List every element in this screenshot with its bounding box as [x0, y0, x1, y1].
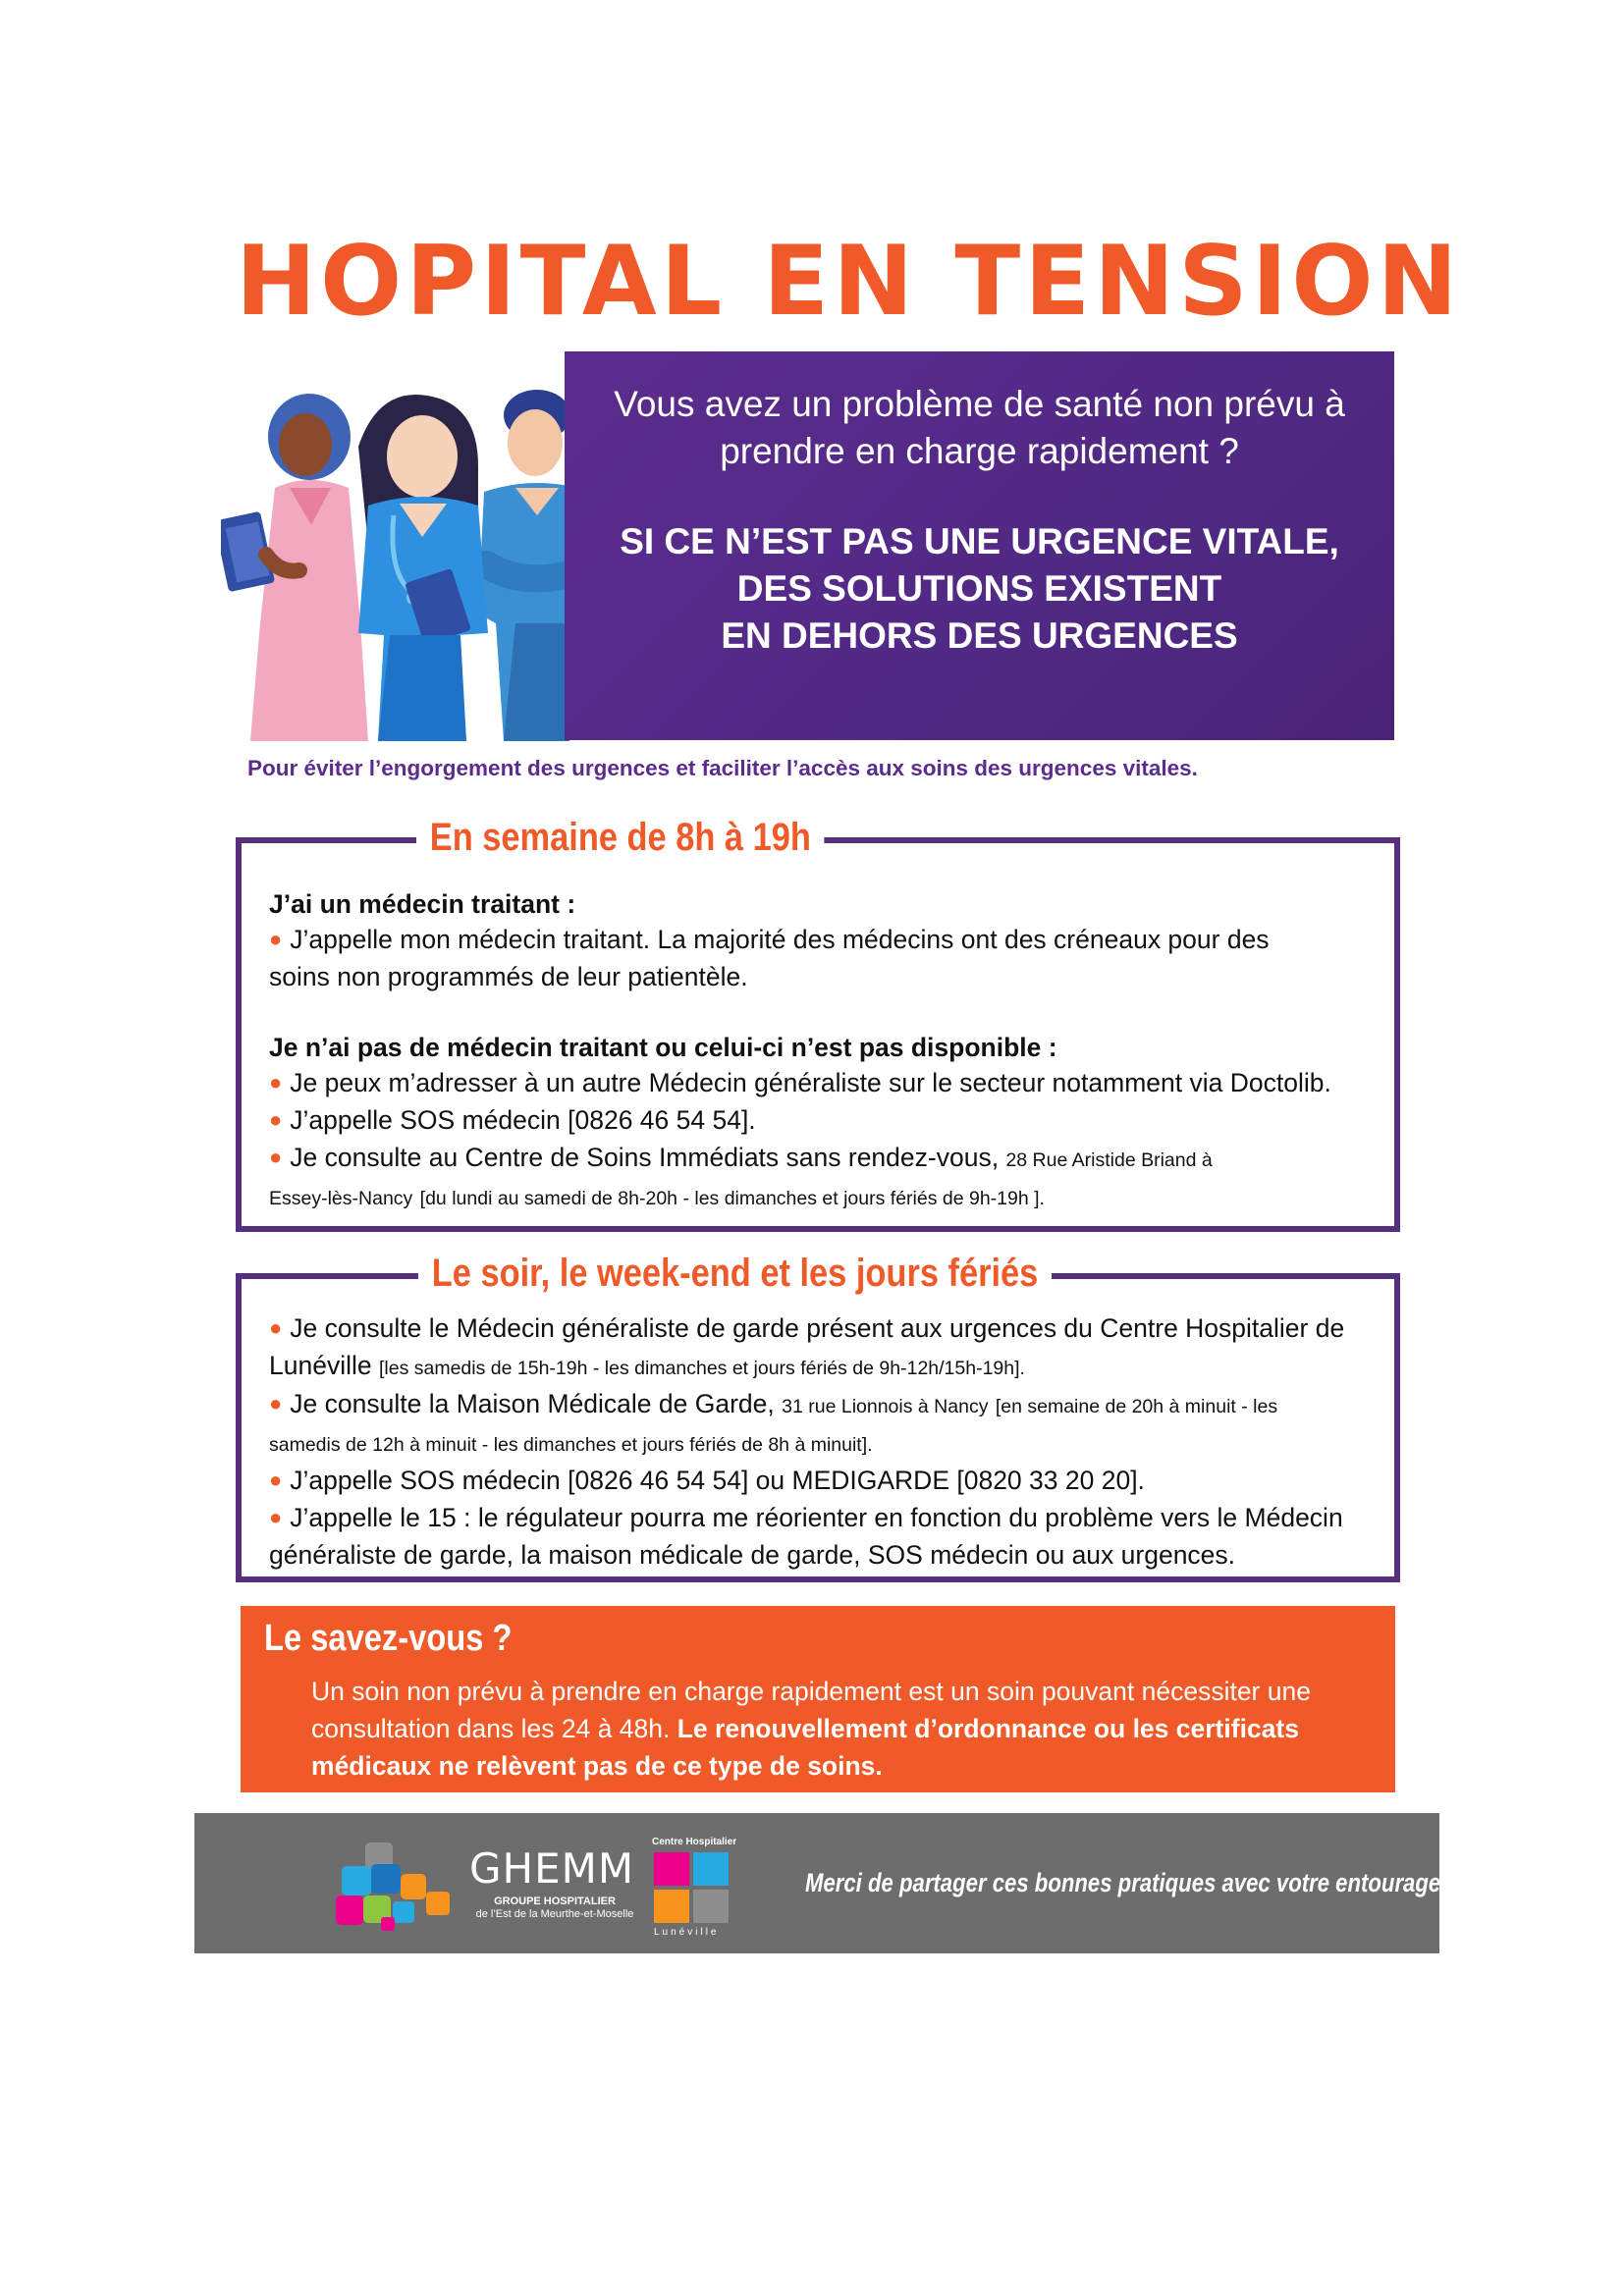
- ghemm-logo-icon: [336, 1841, 460, 1931]
- list-item: ● Je peux m’adresser à un autre Médecin généraliste sur le secteur notamment via Doctolib.: [269, 1068, 1331, 1097]
- city: Essey-lès-Nancy: [269, 1188, 413, 1209]
- bullet-icon: ●: [269, 927, 283, 951]
- ch-logo-town: Lunéville: [654, 1927, 720, 1938]
- opening-hours: [du lundi au samedi de 8h-20h - les dimanches et jours fériés de 9h-19h ].: [419, 1188, 1045, 1209]
- hero-answer-line-1: SI CE N’EST PAS UNE URGENCE VITALE,: [620, 521, 1339, 561]
- bullet-icon: ●: [269, 1070, 283, 1095]
- group1-title: J’ai un médecin traitant :: [269, 889, 576, 919]
- hero-answer-line-3: EN DEHORS DES URGENCES: [721, 615, 1238, 656]
- ghemm-logo-text: GHEMM: [469, 1844, 635, 1893]
- weekday-content: [269, 886, 1384, 1216]
- poster-title: HOPITAL EN TENSION: [236, 226, 1462, 338]
- did-you-know-text: Un soin non prévu à prendre en charge rapidement est un soin pouvant nécessiter une consultation dans les 24 à 48h. Le renouvellement d’ordonnance ou les certificats médicaux ne relèvent pas de ce type de soins.: [311, 1677, 1311, 1781]
- bullet-icon: ●: [269, 1505, 283, 1529]
- list-item: ● J’appelle le 15 : le régulateur pourra me réorienter en fonction du problème vers le Médecin généraliste de garde, la maison médicale de garde, SOS médecin ou aux urgences.: [269, 1503, 1343, 1570]
- footer-thanks: Merci de partager ces bonnes pratiques avec votre entourage.: [805, 1868, 1447, 1897]
- list-item: ● Je consulte le Médecin généraliste de garde présent aux urgences du Centre Hospitalier de Lunéville [les samedis de 15h-19h - les dimanches et jours fériés de 9h-12h/15h-19h].: [269, 1313, 1345, 1380]
- did-you-know-title: Le savez-vous ?: [264, 1618, 513, 1659]
- ch-logo-label: Centre Hospitalier: [652, 1837, 737, 1847]
- address: 31 rue Lionnois à Nancy: [782, 1396, 989, 1417]
- footer-bar: [194, 1813, 1447, 1953]
- bullet-icon: ●: [269, 1315, 283, 1340]
- hero-question: Vous avez un problème de santé non prévu à prendre en charge rapidement ?: [614, 384, 1345, 471]
- group2-title: Je n’ai pas de médecin traitant ou celui-ci n’est pas disponible :: [269, 1033, 1057, 1062]
- did-you-know-emphasis: Le renouvellement d’ordonnance ou les certificats médicaux ne relèvent pas de ce type de soins.: [311, 1714, 1299, 1781]
- list-item: ● J’appelle SOS médecin [0826 46 54 54].: [269, 1105, 756, 1135]
- did-you-know-box: [241, 1606, 1395, 1792]
- list-item: ● J’appelle mon médecin traitant. La majorité des médecins ont des créneaux pour des soins non programmés de leur patientèle.: [269, 925, 1270, 991]
- list-item: ● Je consulte la Maison Médicale de Garde, 31 rue Lionnois à Nancy [en semaine de 20h à minuit - les samedis de 12h à minuit - les dimanches et jours fériés de 8h à minuit].: [269, 1389, 1278, 1456]
- weekday-panel: [236, 816, 1400, 1232]
- opening-hours: [les samedis de 15h-19h - les dimanches et jours fériés de 9h-12h/15h-19h].: [378, 1358, 1025, 1379]
- bullet-icon: ●: [269, 1107, 283, 1132]
- nurse-center-figure: [358, 395, 488, 741]
- bullet-icon: ●: [269, 1468, 283, 1492]
- address: 28 Rue Aristide Briand à: [1005, 1149, 1213, 1171]
- bullet-icon: ●: [269, 1391, 283, 1415]
- hero-banner: [565, 351, 1394, 740]
- list-item: ● J’appelle SOS médecin [0826 46 54 54] ou MEDIGARDE [0820 33 20 20].: [269, 1466, 1145, 1495]
- bullet-icon: ●: [269, 1145, 283, 1169]
- subtitle: Pour éviter l’engorgement des urgences et faciliter l’accès aux soins des urgences vitales.: [247, 756, 1198, 780]
- evening-panel: [236, 1252, 1400, 1582]
- hero-answer-line-2: DES SOLUTIONS EXISTENT: [736, 568, 1222, 609]
- weekday-heading: En semaine de 8h à 19h: [416, 810, 825, 865]
- evening-content: [269, 1310, 1384, 1573]
- evening-heading: Le soir, le week-end et les jours fériés: [418, 1246, 1052, 1301]
- hero-answer: [565, 518, 1394, 660]
- list-item-continuation: [269, 1178, 1384, 1216]
- opening-hours: [en semaine de 20h à minuit - les samedis de 12h à minuit - les dimanches et jours fériés de 8h à minuit].: [269, 1396, 1278, 1456]
- nurse-left-figure: [221, 394, 368, 741]
- ch-luneville-logo-icon: [654, 1852, 731, 1923]
- ghemm-logo-subtitle: GROUPE HOSPITALIER de l’Est de la Meurthe-et-Moselle: [475, 1896, 634, 1920]
- list-item: ● Je consulte au Centre de Soins Immédiats sans rendez-vous, 28 Rue Aristide Briand à: [269, 1143, 1213, 1172]
